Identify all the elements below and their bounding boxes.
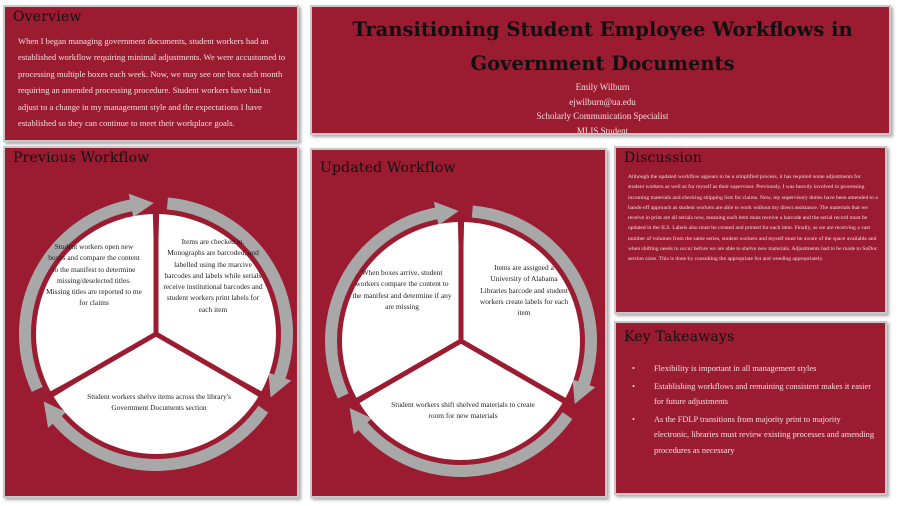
- updated-step-1: When boxes arrive, student workers compare the content to the manifest and determine if any are missing: [352, 268, 452, 311]
- takeaway-text: Flexibility is important in all management styles: [654, 364, 817, 373]
- previous-workflow-panel: [3, 146, 299, 498]
- key-takeaways-heading: Key Takeaways: [624, 329, 735, 345]
- overview-body: When I began managing government documents, student workers had an established workflow requiring minimal adjustments. We were accustomed to processing multiple boxes each week. Now, we may see one box each month requiring an amended processing procedure. Student workers have had to adjust to a change in my management style and the expectations I have established so they can continue to meet their workplace goals.: [18, 36, 286, 129]
- takeaway-text: As the FDLP transitions from majority print to majority electronic, libraries must review existing processes and amending procedures as necessary: [654, 414, 875, 455]
- updated-workflow-cycle: [312, 150, 607, 498]
- author-email: ejwilburn@ua.edu: [569, 96, 636, 107]
- discussion-panel: [614, 146, 887, 314]
- updated-arrowhead-icon-3: [434, 202, 459, 226]
- author-role: Scholarly Communication Specialist: [536, 111, 669, 122]
- previous-step-1: Student workers open new boxes and compare the content to the manifest to determine missing/deselected titles. Missing titles are reported to me for claims: [46, 242, 142, 308]
- takeaway-item: [630, 412, 874, 459]
- author-name: Emily Wilburn: [575, 82, 630, 92]
- discussion-body: Although the updated workflow appears to be a simplified process, it has required some adjustments for student workers as well as for myself as their supervisor. Previously, I was heavily involved in processing incoming materials and checking shipping lists for claims. Now, my supervisory duties have been amended to a hands-off approach as student workers are able to work without my direct assistance. The materials that we receive in print are all serials now, meaning each item must receive a barcode and the serial record must be updated in the ILS. Labels also must be created and printed for each item. Finally, as we are receiving a vast number of volumes from the same series, student workers and myself must be aware of the space available and when shifting needs to occur before we are able to shelve new materials. Adjustments had to be made to SuDoc section sizes. This is done by consulting the appropriate list and weeding appropriately.: [628, 174, 878, 263]
- bullet-icon: •: [632, 414, 635, 424]
- discussion-heading: Discussion: [624, 150, 703, 166]
- updated-workflow-panel: [310, 148, 607, 498]
- author-degree: MLIS Student: [576, 125, 629, 135]
- previous-workflow-cycle: [5, 148, 299, 498]
- overview-heading: Overview: [13, 9, 82, 25]
- bullet-icon: •: [632, 364, 635, 373]
- bullet-icon: •: [632, 381, 635, 391]
- takeaway-item: [630, 361, 874, 377]
- takeaway-item: [630, 379, 874, 410]
- poster-title: Transitioning Student Employee Workflows in Government Documents: [352, 18, 853, 75]
- takeaway-text: Establishing workflows and remaining consistent makes it easier for future adjustments: [654, 381, 872, 406]
- previous-step-3: Student workers shelve items across the library's Government Documents section: [87, 392, 231, 413]
- previous-arrowhead-icon-3: [129, 194, 154, 218]
- author-block: [312, 80, 891, 135]
- updated-step-3: Student workers shift shelved materials to create room for new materials: [391, 400, 535, 421]
- updated-step-2: Items are assigned a University of Alabama Libraries barcode and student workers create labels for each item: [479, 263, 569, 318]
- overview-panel: [3, 5, 299, 142]
- previous-workflow-heading: Previous Workflow: [13, 150, 150, 166]
- title-panel: [310, 5, 891, 135]
- updated-workflow-heading: Updated Workflow: [320, 160, 456, 176]
- previous-step-2: Items are checked in. Monographs are barcoded, and labelled using the marcive barcodes and labels while serials receive institutional barcodes and student workers print labels for each item: [163, 237, 263, 314]
- key-takeaways-panel: [614, 321, 887, 495]
- key-takeaways-list: [630, 361, 874, 460]
